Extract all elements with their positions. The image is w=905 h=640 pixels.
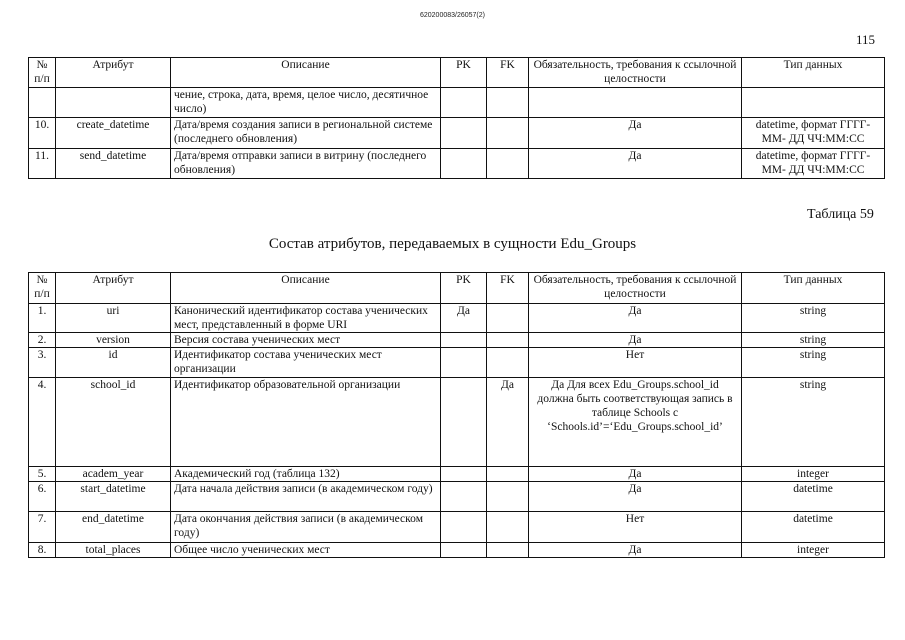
table-row — [29, 467, 885, 482]
cell-num: 7. — [29, 512, 56, 543]
cell-num: 6. — [29, 482, 56, 512]
cell-fk — [487, 118, 529, 149]
cell-num: 4. — [29, 378, 56, 467]
cell-description: Общее число ученических мест — [171, 543, 441, 558]
header-attribute: Атрибут — [56, 273, 171, 304]
cell-fk: Да — [487, 378, 529, 467]
cell-data-type: datetime — [742, 512, 885, 543]
edu-groups-attributes-table — [28, 272, 885, 558]
table-header-row — [29, 58, 885, 88]
cell-data-type: datetime, формат ГГГГ-ММ- ДД ЧЧ:ММ:СС — [742, 118, 885, 149]
cell-attribute — [56, 88, 171, 118]
cell-data-type: string — [742, 333, 885, 348]
cell-requirement: Да — [529, 149, 742, 179]
cell-description: Идентификатор состава ученических мест организации — [171, 348, 441, 378]
cell-requirement: Нет — [529, 512, 742, 543]
table-row — [29, 118, 885, 149]
table-row — [29, 543, 885, 558]
cell-requirement: Да Для всех Edu_Groups.school_id должна быть соответствующая запись в таблице Schools с ‘Schools.id’=‘Edu_Groups.school_id’ — [529, 378, 742, 467]
cell-num: 8. — [29, 543, 56, 558]
cell-num: 2. — [29, 333, 56, 348]
cell-description: Канонический идентификатор состава ученических мест, представленный в форме URI — [171, 304, 441, 333]
page-number: 115 — [856, 32, 876, 47]
cell-data-type: string — [742, 378, 885, 467]
attributes-table-continued — [28, 57, 885, 179]
header-pk: PK — [441, 58, 487, 88]
header-requirement: Обязательность, требования к ссылочной целостности — [529, 273, 742, 304]
cell-pk — [441, 543, 487, 558]
cell-description: Версия состава ученических мест — [171, 333, 441, 348]
cell-num: 5. — [29, 467, 56, 482]
cell-fk — [487, 512, 529, 543]
header-num: № п/п — [29, 58, 56, 88]
header-fk: FK — [487, 273, 529, 304]
cell-fk — [487, 467, 529, 482]
cell-requirement: Да — [529, 482, 742, 512]
table-row — [29, 482, 885, 512]
cell-data-type: string — [742, 304, 885, 333]
header-description: Описание — [171, 273, 441, 304]
cell-requirement: Нет — [529, 348, 742, 378]
cell-pk — [441, 333, 487, 348]
table-row — [29, 88, 885, 118]
cell-data-type: integer — [742, 543, 885, 558]
cell-description: Идентификатор образовательной организации — [171, 378, 441, 467]
cell-attribute: start_datetime — [56, 482, 171, 512]
cell-fk — [487, 348, 529, 378]
cell-pk — [441, 512, 487, 543]
table-row — [29, 512, 885, 543]
cell-pk — [441, 348, 487, 378]
header-pk: PK — [441, 273, 487, 304]
cell-requirement: Да — [529, 118, 742, 149]
header-description: Описание — [171, 58, 441, 88]
cell-fk — [487, 304, 529, 333]
cell-attribute: send_datetime — [56, 149, 171, 179]
cell-data-type — [742, 88, 885, 118]
cell-data-type: integer — [742, 467, 885, 482]
cell-num: 10. — [29, 118, 56, 149]
cell-pk — [441, 88, 487, 118]
table-row — [29, 149, 885, 179]
header-fk: FK — [487, 58, 529, 88]
cell-attribute: end_datetime — [56, 512, 171, 543]
cell-fk — [487, 333, 529, 348]
cell-fk — [487, 88, 529, 118]
table-row — [29, 304, 885, 333]
table-row — [29, 348, 885, 378]
header-attribute: Атрибут — [56, 58, 171, 88]
cell-fk — [487, 482, 529, 512]
cell-attribute: version — [56, 333, 171, 348]
cell-description: Дата окончания действия записи (в академическом году) — [171, 512, 441, 543]
table-title: Состав атрибутов, передаваемых в сущности Edu_Groups — [268, 236, 637, 252]
cell-fk — [487, 543, 529, 558]
table-row — [29, 378, 885, 467]
cell-fk — [487, 149, 529, 179]
cell-description: Дата/время отправки записи в витрину (последнего обновления) — [171, 149, 441, 179]
cell-pk: Да — [441, 304, 487, 333]
cell-description: Дата/время создания записи в региональной системе (последнего обновления) — [171, 118, 441, 149]
cell-num: 1. — [29, 304, 56, 333]
header-data-type: Тип данных — [742, 58, 885, 88]
cell-requirement: Да — [529, 304, 742, 333]
header-requirement: Обязательность, требования к ссылочной целостности — [529, 58, 742, 88]
cell-pk — [441, 482, 487, 512]
cell-num: 3. — [29, 348, 56, 378]
header-num: № п/п — [29, 273, 56, 304]
header-data-type: Тип данных — [742, 273, 885, 304]
cell-data-type: datetime — [742, 482, 885, 512]
cell-description: Дата начала действия записи (в академическом году) — [171, 482, 441, 512]
cell-attribute: school_id — [56, 378, 171, 467]
cell-pk — [441, 118, 487, 149]
table-number-label: Таблица 59 — [807, 207, 874, 222]
cell-requirement: Да — [529, 467, 742, 482]
table-row — [29, 333, 885, 348]
table-header-row — [29, 273, 885, 304]
cell-pk — [441, 378, 487, 467]
document-id: 620200083/26057(2) — [419, 12, 485, 19]
cell-num — [29, 88, 56, 118]
cell-description: чение, строка, дата, время, целое число, десятичное число) — [171, 88, 441, 118]
cell-pk — [441, 149, 487, 179]
cell-data-type: datetime, формат ГГГГ-ММ- ДД ЧЧ:ММ:СС — [742, 149, 885, 179]
cell-attribute: total_places — [56, 543, 171, 558]
cell-attribute: create_datetime — [56, 118, 171, 149]
cell-attribute: uri — [56, 304, 171, 333]
cell-num: 11. — [29, 149, 56, 179]
cell-description: Академический год (таблица 132) — [171, 467, 441, 482]
cell-attribute: academ_year — [56, 467, 171, 482]
cell-pk — [441, 467, 487, 482]
cell-requirement: Да — [529, 543, 742, 558]
cell-requirement: Да — [529, 333, 742, 348]
cell-attribute: id — [56, 348, 171, 378]
cell-data-type: string — [742, 348, 885, 378]
cell-requirement — [529, 88, 742, 118]
